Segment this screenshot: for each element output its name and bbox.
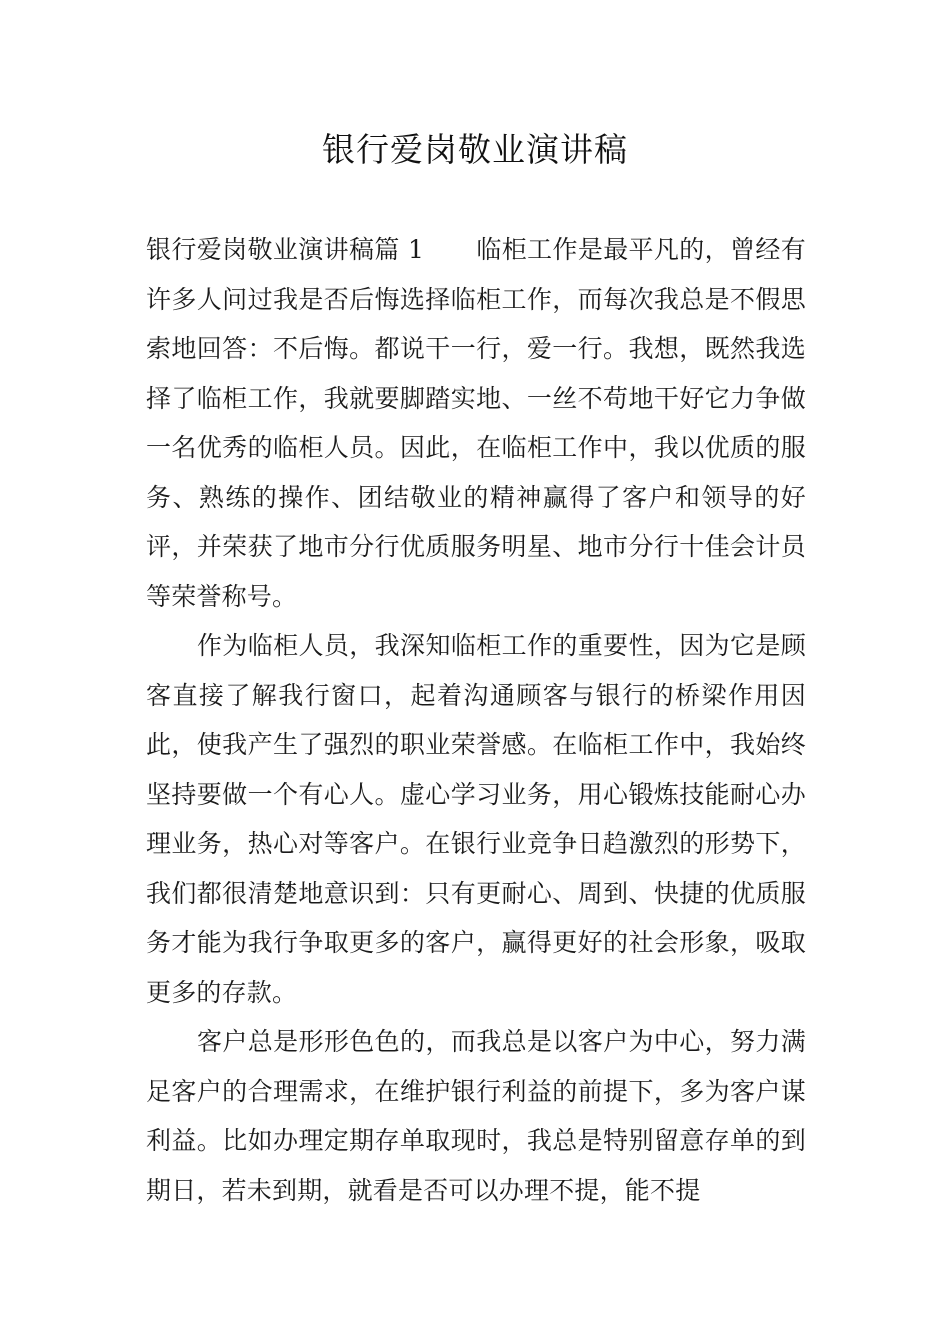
paragraph-3: 客户总是形形色色的，而我总是以客户为中心，努力满足客户的合理需求，在维护银行利益的前提下，多为客户谋利益。比如办理定期存单取现时，我总是特别留意存单的到期日，若未到期，就看是否可以办理不提，能不提: [146, 1027, 806, 1205]
document-title: 银行爱岗敬业演讲稿: [322, 130, 628, 169]
paragraph-1: [146, 225, 806, 621]
paragraph-1-text: 临柜工作是最平凡的，曾经有许多人问过我是否后悔选择临柜工作，而每次我总是不假思索地回答：不后悔。都说干一行，爱一行。我想，既然我选择了临柜工作，我就要脚踏实地、一丝不苟地干好它力争做一名优秀的临柜人员。因此，在临柜工作中，我以优质的服务、熟练的操作、团结敬业的精神赢得了客户和领导的好评，并荣获了地市分行优质服务明星、地市分行十佳会计员等荣誉称号。: [146, 235, 806, 611]
section-heading: 银行爱岗敬业演讲稿篇 1: [146, 235, 425, 264]
document-body: [146, 225, 806, 1215]
paragraph-2: 作为临柜人员，我深知临柜工作的重要性，因为它是顾客直接了解我行窗口，起着沟通顾客与银行的桥梁作用因此，使我产生了强烈的职业荣誉感。在临柜工作中，我始终坚持要做一个有心人。虚心学习业务，用心锻炼技能耐心办理业务，热心对等客户。在银行业竞争日趋激烈的形势下，我们都很清楚地意识到：只有更耐心、周到、快捷的优质服务才能为我行争取更多的客户，赢得更好的社会形象，吸取更多的存款。: [146, 631, 806, 1007]
